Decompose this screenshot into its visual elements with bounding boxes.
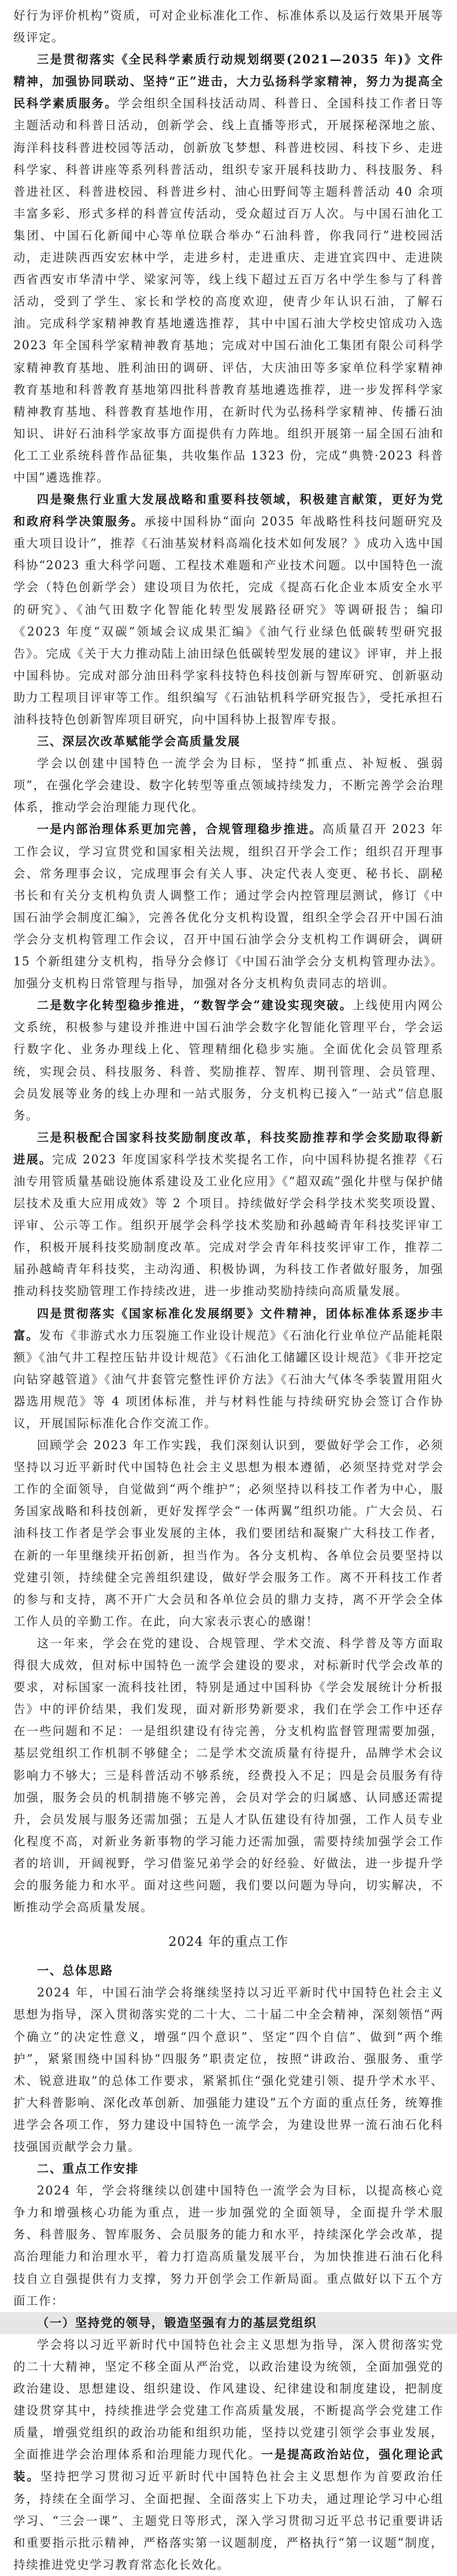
paragraph-lead: 三是积极配合国家科技奖励制度改革，科技奖励推荐和学会奖励取得新进展。 <box>13 1130 444 1166</box>
task-title: 坚持党的领导，锻造坚强有力的基层党组织 <box>75 2315 317 2330</box>
heading-general-approach: 一、总体思路 <box>37 1964 113 1978</box>
paragraph-key-tasks: 2024 年，学会将继续以创建中国特色一流学会为目标，以提高核心竞争力和增强核心功能为重点，进一步加强党的全面领导，全面提升学术服务、科普服务、智库服务、会员服务的能力和水平，持续深化学会改革，提高治理能力和治理水平，着力打造高质量发展平台，为加快推进石油石化科技自立自强提供有力支撑，努力开创学会工作新局面。重点做好以下五个方面工作： <box>13 2184 444 2308</box>
section-heading-2024: 2024 年的重点工作 <box>168 1934 289 1950</box>
heading-key-tasks: 二、重点工作安排 <box>37 2162 139 2176</box>
paragraph-review: 回顾学会 2023 年工作实践，我们深刻认识到，要做好学会工作，必须坚持以习近平新时代中国特色社会主义思想为根本遵循，必须坚持党对学会工作的全面领导，自觉做到“两个维护”；必须坚持以科技工作者为中心，服务国家战略和科技创新，更好发挥学会“一体两翼”组织功能。广大会员、石油科技工作者是学会事业发展的主体，我们要团结和凝聚广大科技工作者，在新的一年里继续开拓创新，担当作为。各分支机构、各单位会员要坚持以党建引领，持续健全完善组织建设，做好学会服务工作。离不开科技工作者的参与和支持，离不开广大会员和各单位会员的鼎力支持，离不开学会全体工作人员的辛勤工作。在此，向大家表示衷心的感谢！ <box>13 1438 444 1628</box>
paragraph-lead: 四是聚焦行业重大发展战略和重要科技领域，积极建言献策，更好为党和政府科学决策服务。 <box>13 492 444 529</box>
paragraph-body: 学会组织全国科技活动周、科普日、全国科技工作者日等主题活动和科普日活动，创新学会、线上直播等形式，开展探秘深地之旅、海洋科技科普进校园等活动，创新放飞梦想、科普进校园、科技下乡、走进科学家、科普讲座等系列科普活动，组织专家开展科技助力、科技服务、科普进社区、科普进校园、科普进乡村、油心田野间等主题科普活动 40 余项丰富多彩、形式多样的科普宣传活动，受众超过百万人次。与中国石油化工集团、中国石化新闻中心等单位联合举办“石油科普，你我同行”进校园活动，走进陕西西安宏林中学，走进乡村，走进重庆、走进宜宾四中、走进陕西省西安市华清中学、梁家河等，线上线下超过五百万名中学生参与了科普活动，受到了学生、家长和学校的高度欢迎，使青少年认识石油，了解石油。完成科学家精神教育基地遴选推荐，其中中国石油大学校史馆成功入选 2023 年全国科学家精神教育基地；完成对中国石油化工集团有限公司科学家精神教育基地、胜利油田的调研、评估，大庆油田等多家单位科学家精神教育基地和科普教育基地第四批科普教育基地遴选推荐，进一步发挥科学家精神教育基地、科普教育基地作用，在新时代为弘扬科学家精神、传播石油知识、讲好石油科学家故事方面提供有力阵地。组织开展第一届全国石油和化工工业系统科普作品征集，共收集作品 1323 份，完成“典赞·2023 科普中国”遴选推荐。 <box>13 96 444 484</box>
task-heading-1 <box>13 2312 444 2334</box>
paragraph-body: 高质量召开 2023 年工作会议，学习宣贯党和国家相关法规，组织召开学会工作；组织召开理事会、常务理事会议，完成理事会有关人事、决定代表人变更、秘书长、副秘书长和有关分支机构负责人调整工作；通过学会内控管理层测试，修订《中国石油学会制度汇编》，完善各优化分支机构设置，组织全学会召开中国石油学会分支机构管理工作会议，召开中国石油学会分支机构工作调研会，调研 15 个新组建分支机构，指导分会修订《中国石油学会分支机构管理办法》。加强分支机构日常管理与指导，加强对各分支机构负责同志的培训。 <box>13 822 444 991</box>
paragraph-standards <box>13 1303 444 1435</box>
paragraph-body: 发布《非游式水力压裂施工作业设计规范》《石油化行业单位产品能耗限额》《油气井工程控压钻井设计规范》《石油化工储罐区设计规范》《非开挖定向钻穿越管道》《油气井套管完整性评价方法》《石油大气体冬季装置用阻火器选用规范》等 4 项团体标准，并与材料性能与持续研究协会签订合作协议，开展国际标准化合作交流工作。 <box>13 1328 444 1430</box>
paragraph-party-building <box>13 2334 444 2576</box>
lead-fragment: 好行为评价机构”资质，可对企业标准化工作、标准体系以及运行效果开展等级评定。 <box>13 9 444 45</box>
paragraph-tail: 坚持把学习贯彻习近平新时代中国特色社会主义思想作为首要政治任务，持续在全面学习、全面把握、全面落实上下功夫，通过理论学习中心组学习、“三会一课”、主题党日等形式，深入学习贯彻习近平总书记重要讲话和重要指示批示精神，严格落实第一议题制度，严格执行“第一议题”制度，持续推进党史学习教育常态化长效化。 <box>13 2469 444 2572</box>
paragraph-digital <box>13 995 444 1127</box>
paragraph-shortcomings: 这一年来，学会在党的建设、合规管理、学术交流、科学普及等方面取得很大成效，但对标中国特色一流学会建设的要求，对标新时代学会改革的要求，对标国家一流科技社团，特别是通过中国科协《学会发展统计分析报告》中的评价结果，我们发现，面对新形势新要求，我们在学会工作中还存在一些问题和不足：一是组织建设有待完善，分支机构监督管理需要加强，基层党组织工作机制不够健全；二是学术交流质量有待提升，品牌学术会议影响力不够大；三是科普活动不够系统，经费投入不足；四是会员服务有待加强，服务会员的机制措施不够完善，会员对学会的归属感、认同感还需提升，会员发展与服务还需加强；五是人才队伍建设有待加强，工作人员专业化程度不高，对新业务新事物的学习能力还需加强，需要持续加强学会工作者的培训，开阔视野，学习借鉴兄弟学会的好经验、好做法，进一步提升学会的服务能力和水平。面对这些问题，我们要以问题为导向，切实解决，不断推动学会高质量发展。 <box>13 1636 444 1915</box>
paragraph-body: 完成 2023 年度国家科学技术奖提名工作，向中国科协提名推荐《石油专用管质量基础设施体系建设及工业化应用》《“超双疏”强化井壁与保护储层技术及重大应用成效》等 2 个项目。持续做好学会科学技术奖奖项设置、评审、公示等工作。组织开展学会科学技术奖励和孙越崎青年科技奖评审工作，积极开展科技奖励制度改革。完成对学会青年科技奖评审工作，推荐二届孙越崎青年科技奖，主动沟通、积极协调，为科技工作者做好服务，加强推动科技奖励管理工作持续改进，进一步推动奖励持续向高质量发展。 <box>13 1152 444 1299</box>
paragraph-awards <box>13 1127 444 1303</box>
task-prefix: （一） <box>37 2315 76 2330</box>
paragraph-reform-intro: 学会以创建中国特色一流学会为目标，坚持“抓重点、补短板、强弱项”，在强化学会建设、数字化转型等重点领域持续发力，不断完善学会治理体系，推动学会治理能力现代化。 <box>13 756 444 815</box>
paragraph-governance <box>13 818 444 995</box>
paragraph-body: 上线使用内网公文系统，积极参与建设并推进中国石油学会数字化智能化管理平台，学会运行数字化、业务办理线上化、管理精细化稳步实施。全面优化会员管理系统，实现会员、科技服务、科普、奖励推荐、智库、期刊管理、会员管理、会员发展等业务的线上办理和一站式服务，分支机构已接入“一站式”信息服务。 <box>13 998 444 1123</box>
paragraph-body: 承接中国科协“面向 2035 年战略性科技问题研究及重大项目设计”，推荐《石油基炭材料高端化技术如何发展？》成功入选中国科协“2023 重大科学问题、工程技术难题和产业技术问题。以中国特色一流学会（特色创新学会）建设项目为依托，完成《提高石化企业本质安全水平的研究》、《油气田数字化智能化转型发展路径研究》等调研报告；编印《2023 年度“双碳”领域会议成果汇编》《油气行业绿色低碳转型研究报告》。完成《关于大力推动陆上油田绿色低碳转型发展的建议》评审，并上报中国科协。完成对部分油田科学家科技特色科技创新与智库研究、创新驱动助力工程项目评审等工作。组织编写《石油钻机科学研究报告》，受托承担石油科技特色创新智库项目研究，向中国科协上报智库专报。 <box>13 514 444 726</box>
paragraph-lead: 一是内部治理体系更加完善，合规管理稳步推进。 <box>37 822 322 837</box>
paragraph-lead: 一是提高政治站位，强化理论武装。 <box>13 2447 444 2484</box>
paragraph-lead: 三是贯彻落实《全民科学素质行动规划纲要(2021—2035 年)》文件精神，加强协同联动、坚持“正”进击，大力弘扬科学家精神，努力为提高全民科学素质服务。 <box>13 52 444 111</box>
paragraph-lead: 二是数字化转型稳步推进，“数智学会”建设实现突破。 <box>37 998 353 1013</box>
paragraph-general-approach: 2024 年，中国石油学会将继续坚持以习近平新时代中国特色社会主义思想为指导，深入贯彻落实党的二十大、二十届二中全会精神，深刻领悟“两个确立”的决定性意义，增强“四个意识”、坚定“四个自信”、做到“两个维护”，紧紧围绕中国科协“四服务”职责定位，按照“讲政治、强服务、重学术、锐意进取”的总体工作要求，紧紧抓住“强化党建引领、提升学术水平、扩大科普影响、深化改革创新、加强能力建设”五个方面的重点任务，统筹推进学会各项工作，努力建设中国特色一流学会，为建设世界一流石油石化科技强国贡献学会力量。 <box>13 1985 444 2154</box>
paragraph-science-popularization <box>13 49 444 489</box>
paragraph-think-tank <box>13 489 444 731</box>
paragraph-lead: 四是贯彻落实《国家标准化发展纲要》文件精神，团体标准体系逐步丰富。 <box>13 1306 444 1343</box>
section-3-heading: 三、深层次改革赋能学会高质量发展 <box>37 734 241 749</box>
paragraph-body: 学会将以习近平新时代中国特色社会主义思想为指导，深入贯彻落实党的二十大精神，坚定不移全面从严治党，以政治建设为统领，全面加强党的政治建设、思想建设、组织建设、作风建设、纪律建设和制度建设，把制度建设贯穿其中，持续推进学会党建工作高质量发展，不断提高学会党建工作质量，增强党组织的政治功能和组织功能，坚持以党建引领学会事业发展，全面推进学会治理体系和治理能力现代化。 <box>13 2337 444 2462</box>
task-banner <box>0 2312 457 2334</box>
